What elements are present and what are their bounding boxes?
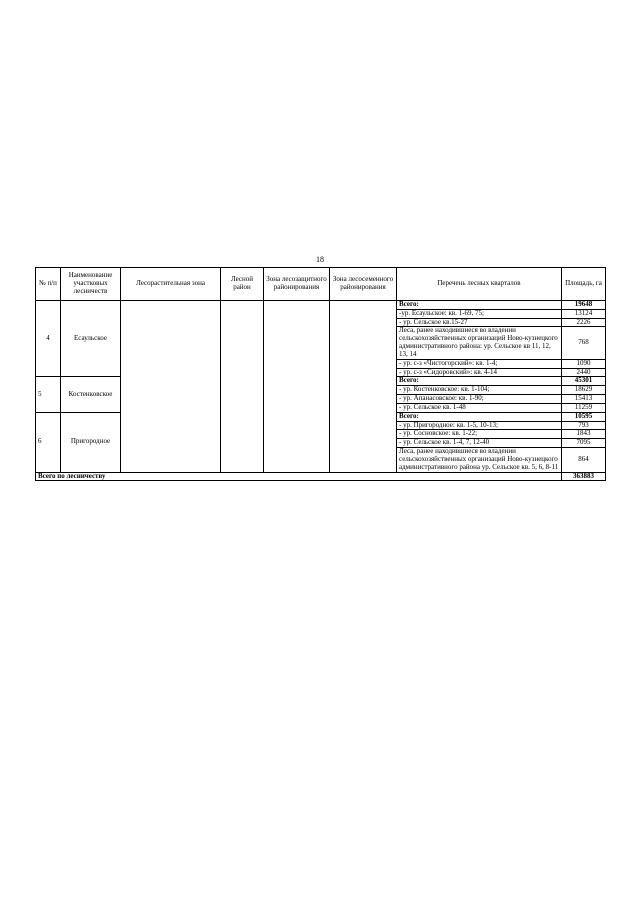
quarter-text: - ур. Апанасовское: кв. 1-90; (397, 395, 562, 404)
quarter-area: 2226 (562, 318, 606, 327)
section-name: Пригородное (61, 412, 121, 472)
section-num: 6 (36, 412, 61, 472)
quarter-area: 19648 (562, 301, 606, 310)
quarter-area: 793 (562, 421, 606, 430)
section-name: Костенковское (61, 377, 121, 412)
quarter-area: 45301 (562, 377, 606, 386)
quarter-text: Всего: (397, 301, 562, 310)
quarter-area: 13124 (562, 309, 606, 318)
quarter-area: 18629 (562, 386, 606, 395)
quarter-text: Всего: (397, 412, 562, 421)
section-num: 4 (36, 301, 61, 377)
quarter-text: - ур. с-з «Чистогорский»: кв. 1-4; (397, 359, 562, 368)
quarter-area: 11259 (562, 403, 606, 412)
quarter-area: 1843 (562, 430, 606, 439)
header-area: Площадь, га (562, 268, 606, 301)
quarter-area: 1090 (562, 359, 606, 368)
quarter-text: - ур. Пригородное: кв. 1-5, 10-13; (397, 421, 562, 430)
quarter-text: Леса, ранее находившиеся во владении сельскохозяйственных организаций Ново-кузнецкого административного района ур. Сельское кв. 5, 6, 8-11 (397, 448, 562, 472)
district-cell (221, 301, 264, 473)
header-protect-zone: Зона лесозащитного районирования (264, 268, 330, 301)
section-num: 5 (36, 377, 61, 412)
header-seed-zone: Зона лесосеменного районирования (330, 268, 397, 301)
forest-quarters-table (35, 267, 606, 481)
seed-zone-cell (330, 301, 397, 473)
table-row (36, 301, 606, 310)
quarter-area: 15413 (562, 395, 606, 404)
total-area: 363883 (562, 472, 606, 481)
header-name: Наименование участковых лесничеств (61, 268, 121, 301)
header-zone: Лесорастительная зона (121, 268, 221, 301)
quarter-area: 2440 (562, 368, 606, 377)
quarter-text: -ур. Есаульское: кв. 1-69, 75; (397, 309, 562, 318)
quarter-area: 768 (562, 327, 606, 359)
quarter-area: 864 (562, 448, 606, 472)
quarter-text: Всего: (397, 377, 562, 386)
header-row (36, 268, 606, 301)
header-district: Лесной район (221, 268, 264, 301)
protect-zone-cell (264, 301, 330, 473)
header-quarters-list: Перечень лесных кварталов (397, 268, 562, 301)
quarter-text: - ур. Костенковское: кв. 1-104; (397, 386, 562, 395)
quarter-area: 7095 (562, 439, 606, 448)
quarter-text: - ур. Сельское кв. 1-48 (397, 403, 562, 412)
quarter-text: - ур. Сельское кв. 1-4, 7, 12-40 (397, 439, 562, 448)
header-num: № п/п (36, 268, 61, 301)
quarter-text: - ур. Сельское кв.15-27 (397, 318, 562, 327)
section-name: Есаульское (61, 301, 121, 377)
quarter-text: - ур. с-з «Сидоровский»: кв. 4-14 (397, 368, 562, 377)
total-row (36, 472, 606, 481)
total-label: Всего по лесничеству (36, 472, 562, 481)
quarter-area: 10595 (562, 412, 606, 421)
page-number: 18 (316, 255, 324, 264)
quarter-text: - ур. Сосновское: кв. 1-22; (397, 430, 562, 439)
quarter-text: Леса, ранее находившиеся во владении сельскохозяйственных организаций Ново-кузнецкого административного района: ур. Сельское кв 11, 12, 13, 14 (397, 327, 562, 359)
zone-cell (121, 301, 221, 473)
